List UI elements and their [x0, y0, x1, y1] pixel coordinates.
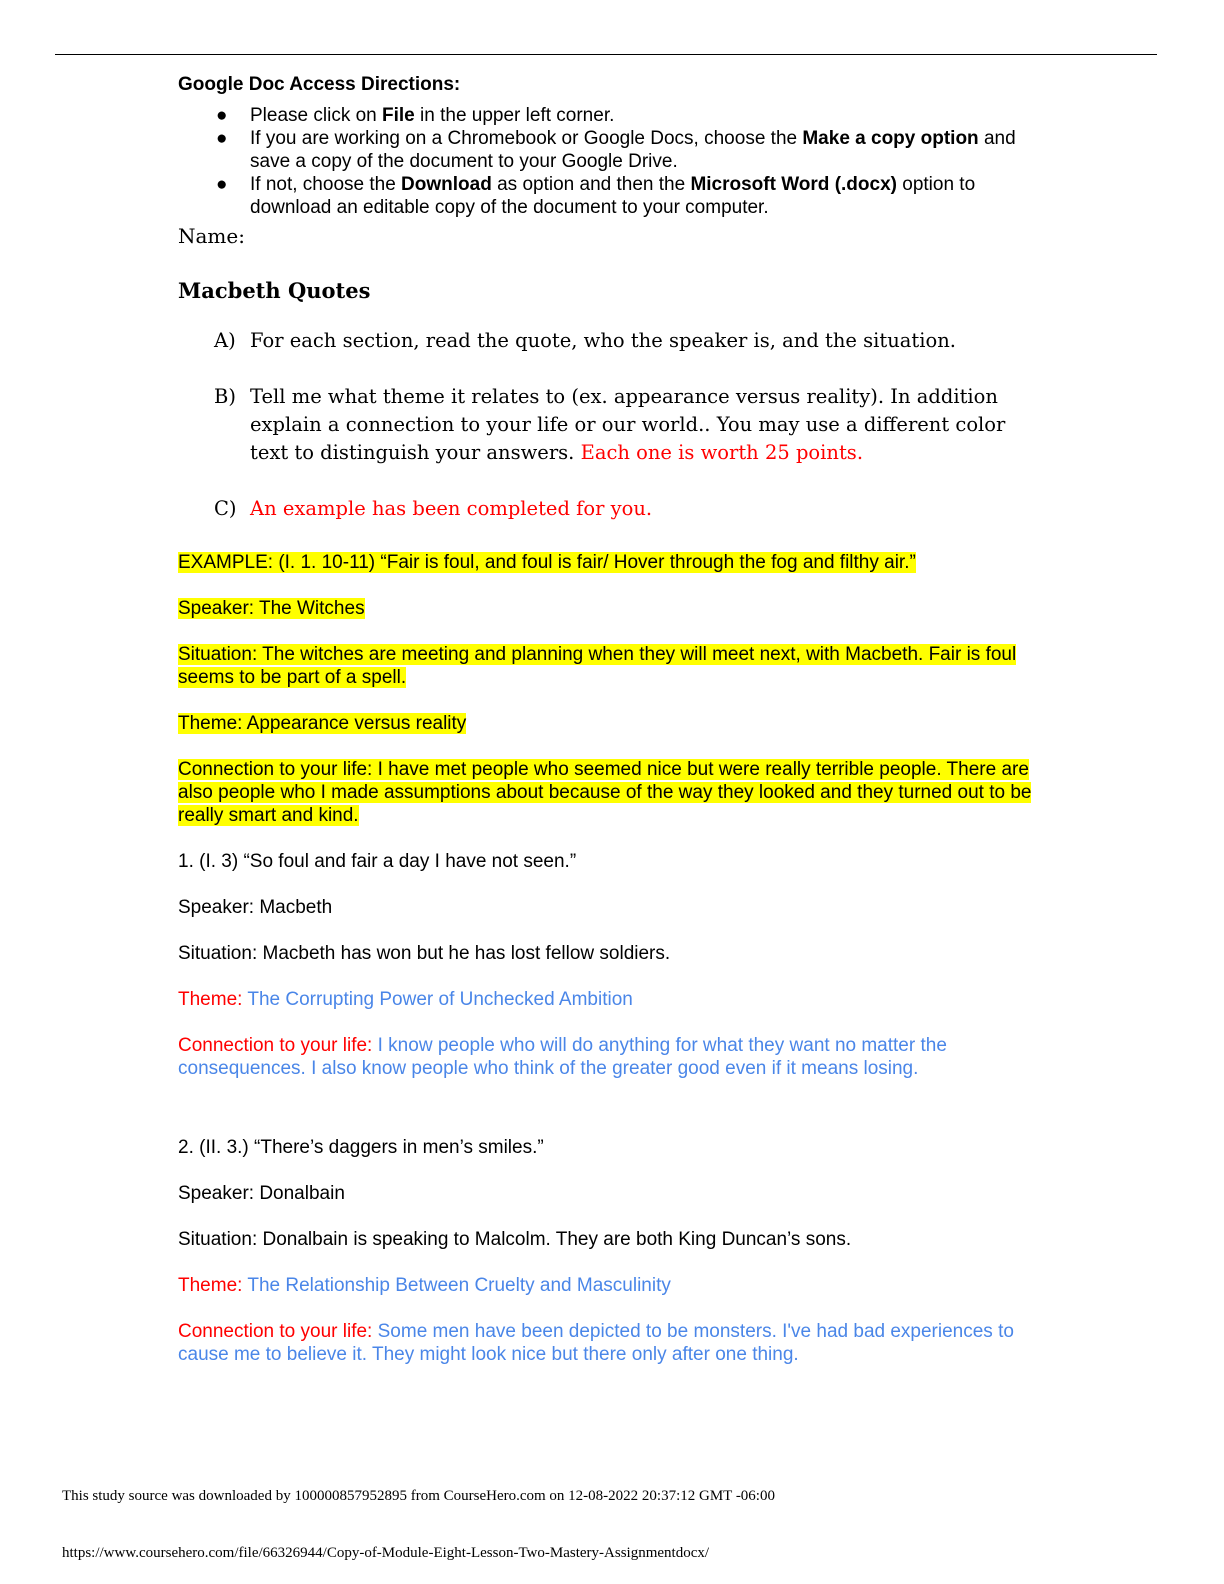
example-note: An example has been completed for you. [250, 497, 653, 520]
access-directions-list [178, 104, 1038, 219]
quote-entry-1 [178, 850, 1038, 1080]
bullet-text: option to download an editable copy of the document to your computer. [250, 174, 976, 218]
example-section [178, 551, 1038, 827]
list-item [178, 127, 1038, 173]
bullet-bold-text: Make a copy option [802, 128, 979, 149]
theme-label: Theme: [178, 1275, 248, 1296]
entry-quote: 2. (II. 3.) “There’s daggers in men’s smiles.” [178, 1137, 544, 1158]
name-label: Name: [178, 224, 245, 248]
instruction-item [178, 495, 1038, 523]
bullet-bold-text: Download [401, 174, 492, 195]
instruction-marker: C) [214, 497, 237, 520]
example-quote: EXAMPLE: (I. 1. 10-11) “Fair is foul, and foul is fair/ Hover through the fog and filthy air.” [178, 552, 916, 573]
bullet-icon: ● [216, 128, 228, 149]
instruction-marker: A) [214, 329, 236, 352]
quote-entry-2 [178, 1136, 1038, 1366]
theme-label: Theme: [178, 989, 248, 1010]
bullet-icon: ● [216, 105, 228, 126]
entry-speaker: Speaker: Donalbain [178, 1183, 345, 1204]
bullet-text: If not, choose the [250, 174, 402, 195]
bullet-text: as option and then the [491, 174, 691, 195]
bullet-text: If you are working on a Chromebook or Google Docs, choose the [250, 128, 803, 149]
example-theme: Theme: Appearance versus reality [178, 713, 467, 734]
example-situation: Situation: The witches are meeting and planning when they will meet next, with Macbeth. Fair is foul seems to be part of a spell. [178, 644, 1017, 688]
page-title: Macbeth Quotes [178, 278, 371, 303]
theme-answer: The Corrupting Power of Unchecked Ambition [247, 989, 633, 1010]
bullet-text: in the upper left corner. [414, 105, 615, 126]
bullet-icon: ● [216, 174, 228, 195]
instruction-marker: B) [214, 385, 236, 408]
theme-answer: The Relationship Between Cruelty and Masculinity [247, 1275, 671, 1296]
connection-answer: Some men have been depicted to be monsters. I've had bad experiences to cause me to believe it. They might look nice but there only after one thing. [178, 1321, 1014, 1365]
instruction-text: Tell me what theme it relates to (ex. appearance versus reality). In addition explain a connection to your life or our world.. You may use a different color text to distinguish your answers. [250, 385, 1006, 464]
connection-answer: I know people who will do anything for what they want no matter the consequences. I also know people who think of the greater good even if it means losing. [178, 1035, 947, 1079]
connection-label: Connection to your life: [178, 1321, 378, 1342]
entry-quote: 1. (I. 3) “So foul and fair a day I have not seen.” [178, 851, 577, 872]
entry-speaker: Speaker: Macbeth [178, 897, 333, 918]
points-note: Each one is worth 25 points. [580, 441, 864, 464]
example-speaker: Speaker: The Witches [178, 598, 365, 619]
instructions-list [178, 327, 1038, 523]
list-item [178, 173, 1038, 219]
bullet-bold-text: File [382, 105, 415, 126]
source-url-link[interactable]: https://www.coursehero.com/file/66326944/Copy-of-Module-Eight-Lesson-Two-Mastery-Assignmentdocx/ [62, 1545, 710, 1561]
connection-label: Connection to your life: [178, 1035, 378, 1056]
entry-situation: Situation: Macbeth has won but he has lost fellow soldiers. [178, 943, 671, 964]
instruction-item [178, 327, 1038, 355]
access-directions-title: Google Doc Access Directions: [178, 74, 461, 95]
example-connection: Connection to your life: I have met people who seemed nice but were really terrible people. There are also people who I made assumptions about because of the way they looked and they turned out to be really smart and kind. [178, 759, 1032, 826]
source-note: This study source was downloaded by 100000857952895 from CourseHero.com on 12-08-2022 20:37:12 GMT -06:00 [62, 1488, 775, 1504]
bullet-text: Please click on [250, 105, 383, 126]
instruction-item [178, 383, 1038, 467]
header-rule [55, 54, 1157, 55]
bullet-text: and save a copy of the document to your Google Drive. [250, 128, 1016, 172]
instruction-text: For each section, read the quote, who the speaker is, and the situation. [250, 329, 956, 352]
document-body [178, 70, 1038, 1389]
entry-situation: Situation: Donalbain is speaking to Malcolm. They are both King Duncan’s sons. [178, 1229, 852, 1250]
bullet-bold-text: Microsoft Word (.docx) [690, 174, 897, 195]
list-item [178, 104, 1038, 127]
